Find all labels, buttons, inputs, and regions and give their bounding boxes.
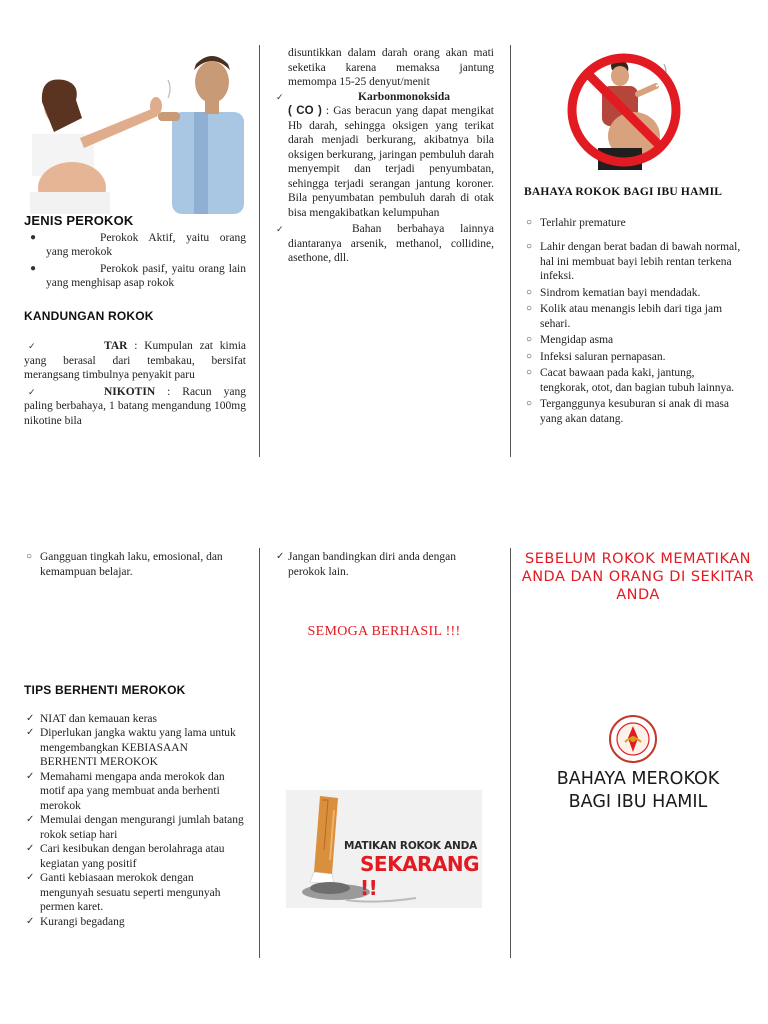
photo-no-smoking-pregnant xyxy=(564,50,684,170)
check-icon: ✓ xyxy=(26,770,35,782)
nikotin-text: : Racun yang paling berbahaya, 1 batang mengandung 100mg nikotine bila xyxy=(24,385,246,427)
list-item: ○ Cacat bawaan pada kaki, jantung, tengkorak, otot, dan bagian tubuh lainnya. xyxy=(526,367,735,394)
list-item: ✓ NIAT dan kemauan keras xyxy=(26,712,157,725)
list-item: ○ Mengidap asma xyxy=(526,334,614,346)
check-icon: ✓ xyxy=(26,727,35,738)
poster-matikan-rokok xyxy=(286,790,482,908)
check-icon: ✓ xyxy=(26,915,35,927)
tips-list xyxy=(24,712,246,930)
check-icon: ✓ xyxy=(26,843,35,854)
column-3-top xyxy=(524,185,746,426)
poster-line2: SEKARANG !! xyxy=(360,852,480,900)
list-item: ✓ Ganti kebiasaan merokok dengan mengunyah sesuatu seperti mengunyah permen karet. xyxy=(26,872,221,913)
jenis-perokok-list xyxy=(24,231,246,291)
check-icon: ✓ xyxy=(26,814,35,825)
divider-bottom-left xyxy=(259,548,260,958)
nikotin-continued: disuntikkan dalam darah orang akan mati seketika karena memaksa jantung memompa 15-25 denyut/menit xyxy=(288,47,494,88)
circle-bullet-icon: ○ xyxy=(26,551,33,562)
list-item: ✓ Diperlukan jangka waktu yang lama untuk mengembangkan KEBIASAAN BERHENTI MEROKOK xyxy=(26,727,236,768)
check-icon: ✓ xyxy=(276,91,284,102)
co-item xyxy=(274,90,494,221)
check-icon: ✓ xyxy=(26,872,35,883)
semoga-berhasil: SEMOGA BERHASIL !!! xyxy=(307,624,461,639)
check-icon: ✓ xyxy=(28,341,36,351)
bahaya-list xyxy=(524,216,746,427)
list-item: ✓ Memahami mengapa anda merokok dan motif apa yang membuat anda berhenti merokok xyxy=(26,770,225,812)
column-1-bottom xyxy=(24,550,246,929)
poster-line1: MATIKAN ROKOK ANDA xyxy=(344,840,478,852)
bahaya-title: BAHAYA ROKOK BAGI IBU HAMIL xyxy=(524,186,723,198)
circle-bullet-icon: ○ xyxy=(526,303,533,314)
co-term: Karbonmonoksida xyxy=(358,90,451,103)
list-item: ● Perokok pasif, yaitu orang lain yang menghisap asap rokok xyxy=(30,262,246,289)
bullet-icon: ● xyxy=(30,262,37,274)
slogan: SEBELUM ROKOK MEMATIKAN ANDA DAN ORANG DI SEKITAR ANDA xyxy=(521,551,755,603)
jenis-perokok-title: JENIS PEROKOK xyxy=(24,213,134,228)
tar-item xyxy=(24,339,246,383)
kandungan-rokok-title: KANDUNGAN ROKOK xyxy=(24,308,154,323)
list-item: ● Perokok Aktif, yaitu orang yang merokok xyxy=(30,231,246,258)
list-item: ○ Kolik atau menangis lebih dari tiga jam sehari. xyxy=(526,303,723,330)
list-item: ✓ Cari kesibukan dengan berolahraga atau kegiatan yang positif xyxy=(26,843,225,870)
check-icon: ✓ xyxy=(28,386,36,397)
list-item: ✓ Kurangi begadang xyxy=(26,915,125,928)
nikotin-item xyxy=(24,385,246,429)
circle-bullet-icon: ○ xyxy=(526,367,533,378)
other-item xyxy=(274,222,494,266)
column-2-top xyxy=(274,46,494,266)
circle-bullet-icon: ○ xyxy=(526,350,533,362)
circle-bullet-icon: ○ xyxy=(526,334,533,345)
list-item: ○ Lahir dengan berat badan di bawah normal, hal ini membuat bayi lebih rentan terkena infeksi. xyxy=(526,241,741,282)
co-abbr: ( CO ) xyxy=(288,105,322,117)
list-item: ○ Terlahir premature xyxy=(526,216,626,229)
institution-logo xyxy=(608,714,658,764)
nikotin-term: NIKOTIN xyxy=(104,385,156,398)
tips-title: TIPS BERHENTI MEROKOK xyxy=(24,683,186,697)
check-icon: ✓ xyxy=(26,712,35,724)
cover-title-line2: BAGI IBU HAMIL xyxy=(568,792,708,812)
bullet-icon: ● xyxy=(30,231,37,243)
column-1-top xyxy=(24,214,246,428)
list-item: ✓ Jangan bandingkan diri anda dengan perokok lain. xyxy=(276,551,456,578)
divider-top-left xyxy=(259,45,260,457)
circle-bullet-icon: ○ xyxy=(526,398,533,409)
other-text: Bahan berbahaya lainnya diantaranya arsenik, methanol, collidine, asethone, dll. xyxy=(288,223,494,264)
circle-bullet-icon: ○ xyxy=(526,286,533,298)
divider-bottom-right xyxy=(510,548,511,958)
tar-text: : Kumpulan zat kimia yang berasal dari tembakau, bersifat merangsang timbulnya penyakit paru xyxy=(24,340,247,381)
divider-top-right xyxy=(510,45,511,457)
co-text: : Gas beracun yang dapat mengikat Hb darah, sehingga oksigen yang terikat darah menjadi berkurang, akibatnya bila oksigen berkurang, jaringan pembuluh darah menyempit dan terjadi penyumbatan, sehingga terjadi serangan jantung koroner. Bila penyumbatan pembuluh darah di otak bisa mengakibatkan kelumpuhan xyxy=(288,105,494,219)
column-2-bottom xyxy=(274,550,494,640)
list-item: ○ Gangguan tingkah laku, emosional, dan kemampuan belajar. xyxy=(26,551,223,578)
circle-bullet-icon: ○ xyxy=(526,241,533,252)
circle-bullet-icon: ○ xyxy=(526,216,533,228)
check-icon: ✓ xyxy=(276,224,284,234)
check-icon: ✓ xyxy=(276,551,285,562)
list-item: ○ Terganggunya kesuburan si anak di masa yang akan datang. xyxy=(526,398,729,425)
list-item: ○ Sindrom kematian bayi mendadak. xyxy=(526,286,701,299)
list-item: ✓ Memulai dengan mengurangi jumlah batang rokok setiap hari xyxy=(26,814,244,841)
list-item: ○ Infeksi saluran pernapasan. xyxy=(526,350,666,363)
cover-title-line1: BAHAYA MEROKOK xyxy=(556,769,720,789)
photo-pregnant-woman-smoker xyxy=(22,42,255,214)
tar-term: TAR xyxy=(104,340,128,352)
cover-title xyxy=(520,768,756,814)
